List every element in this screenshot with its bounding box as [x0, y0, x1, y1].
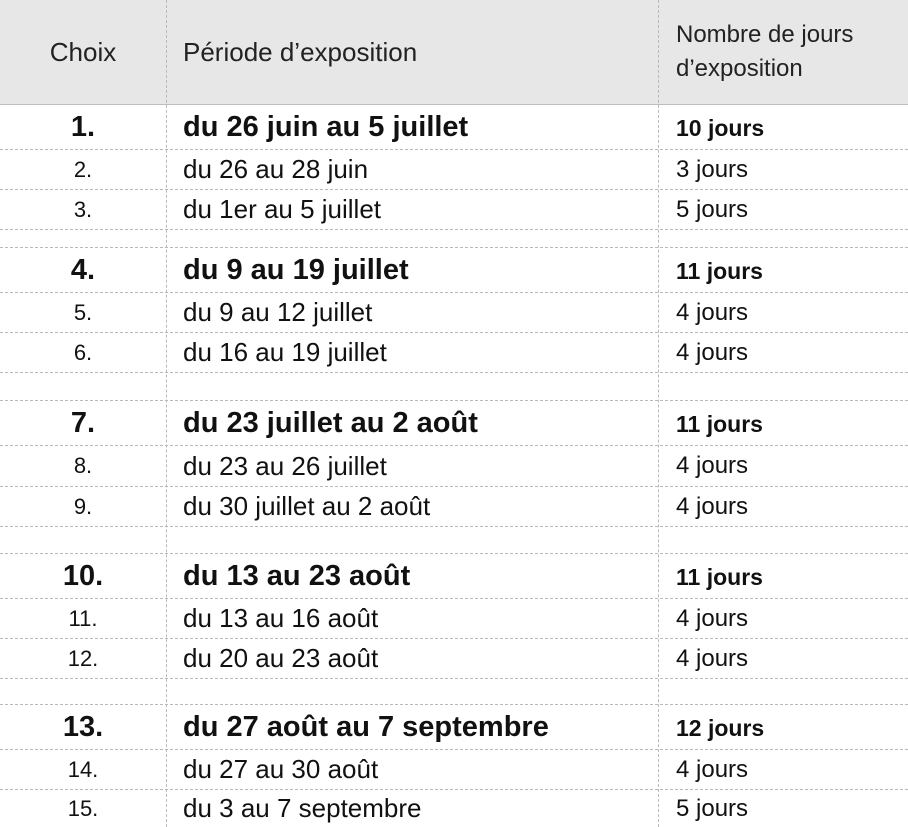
cell-jours: 4 jours [676, 298, 749, 326]
cell-choix: 4. [70, 253, 96, 286]
table-row [0, 293, 908, 333]
cell-choix: 7. [70, 406, 96, 439]
cell-jours: 4 jours [676, 755, 749, 783]
group-spacer [0, 527, 908, 554]
cell-jours: 4 jours [676, 604, 749, 632]
group-spacer [0, 373, 908, 401]
cell-jours: 5 jours [676, 195, 749, 223]
cell-jours: 10 jours [676, 115, 765, 141]
group-spacer [0, 679, 908, 705]
cell-choix: 15. [67, 795, 99, 821]
cell-choix: 10. [62, 559, 104, 592]
cell-jours: 12 jours [676, 715, 765, 741]
cell-choix: 9. [73, 493, 93, 519]
cell-choix: 5. [73, 299, 93, 325]
table-row [0, 487, 908, 527]
table-row [0, 599, 908, 639]
cell-periode: du 3 au 7 septembre [183, 793, 422, 823]
cell-choix: 14. [67, 756, 99, 782]
cell-periode: du 23 au 26 juillet [183, 450, 387, 481]
cell-choix: 11. [68, 605, 98, 631]
cell-jours: 11 jours [676, 258, 763, 284]
cell-periode: du 1er au 5 juillet [183, 194, 382, 224]
cell-choix: 3. [73, 196, 93, 222]
cell-jours: 4 jours [676, 492, 749, 520]
table-row [0, 639, 908, 679]
table-row [0, 333, 908, 373]
cell-jours: 5 jours [676, 794, 749, 822]
header-nombre-line1: Nombre de jours [676, 21, 854, 48]
cell-choix: 12. [67, 645, 99, 671]
cell-periode: du 13 au 16 août [183, 603, 379, 633]
table-row [0, 105, 908, 150]
cell-jours: 3 jours [676, 155, 749, 183]
table-row [0, 401, 908, 446]
table-row [0, 446, 908, 487]
cell-jours: 11 jours [676, 411, 763, 437]
table-row [0, 750, 908, 790]
header-periode: Période d’exposition [183, 36, 418, 67]
cell-periode: du 26 au 28 juin [183, 154, 369, 184]
cell-jours: 4 jours [676, 644, 749, 672]
table-header [0, 0, 908, 105]
header-choix: Choix [49, 36, 117, 67]
cell-choix: 13. [62, 710, 104, 743]
cell-choix: 8. [73, 453, 93, 478]
table-row [0, 190, 908, 230]
cell-choix: 2. [73, 156, 93, 182]
table-row [0, 150, 908, 190]
cell-choix: 6. [73, 339, 93, 365]
header-nombre-line2: d’exposition [676, 55, 803, 82]
cell-periode: du 30 juillet au 2 août [183, 491, 431, 521]
table-row [0, 554, 908, 599]
cell-periode: du 9 au 12 juillet [183, 297, 373, 327]
cell-periode: du 20 au 23 août [183, 643, 379, 673]
table-row [0, 248, 908, 293]
cell-periode: du 27 au 30 août [183, 754, 379, 784]
cell-periode: du 13 au 23 août [183, 559, 411, 592]
cell-choix: 1. [70, 110, 96, 143]
table-row [0, 705, 908, 750]
cell-jours: 4 jours [676, 452, 749, 479]
cell-periode: du 9 au 19 juillet [183, 253, 409, 286]
cell-jours: 11 jours [676, 564, 763, 590]
cell-jours: 4 jours [676, 338, 749, 366]
cell-periode: du 27 août au 7 septembre [183, 710, 549, 743]
cell-periode: du 16 au 19 juillet [183, 337, 387, 367]
cell-periode: du 26 juin au 5 juillet [183, 110, 469, 143]
group-spacer [0, 230, 908, 248]
table-row [0, 790, 908, 827]
header-nombre [658, 0, 908, 104]
cell-periode: du 23 juillet au 2 août [183, 406, 478, 439]
